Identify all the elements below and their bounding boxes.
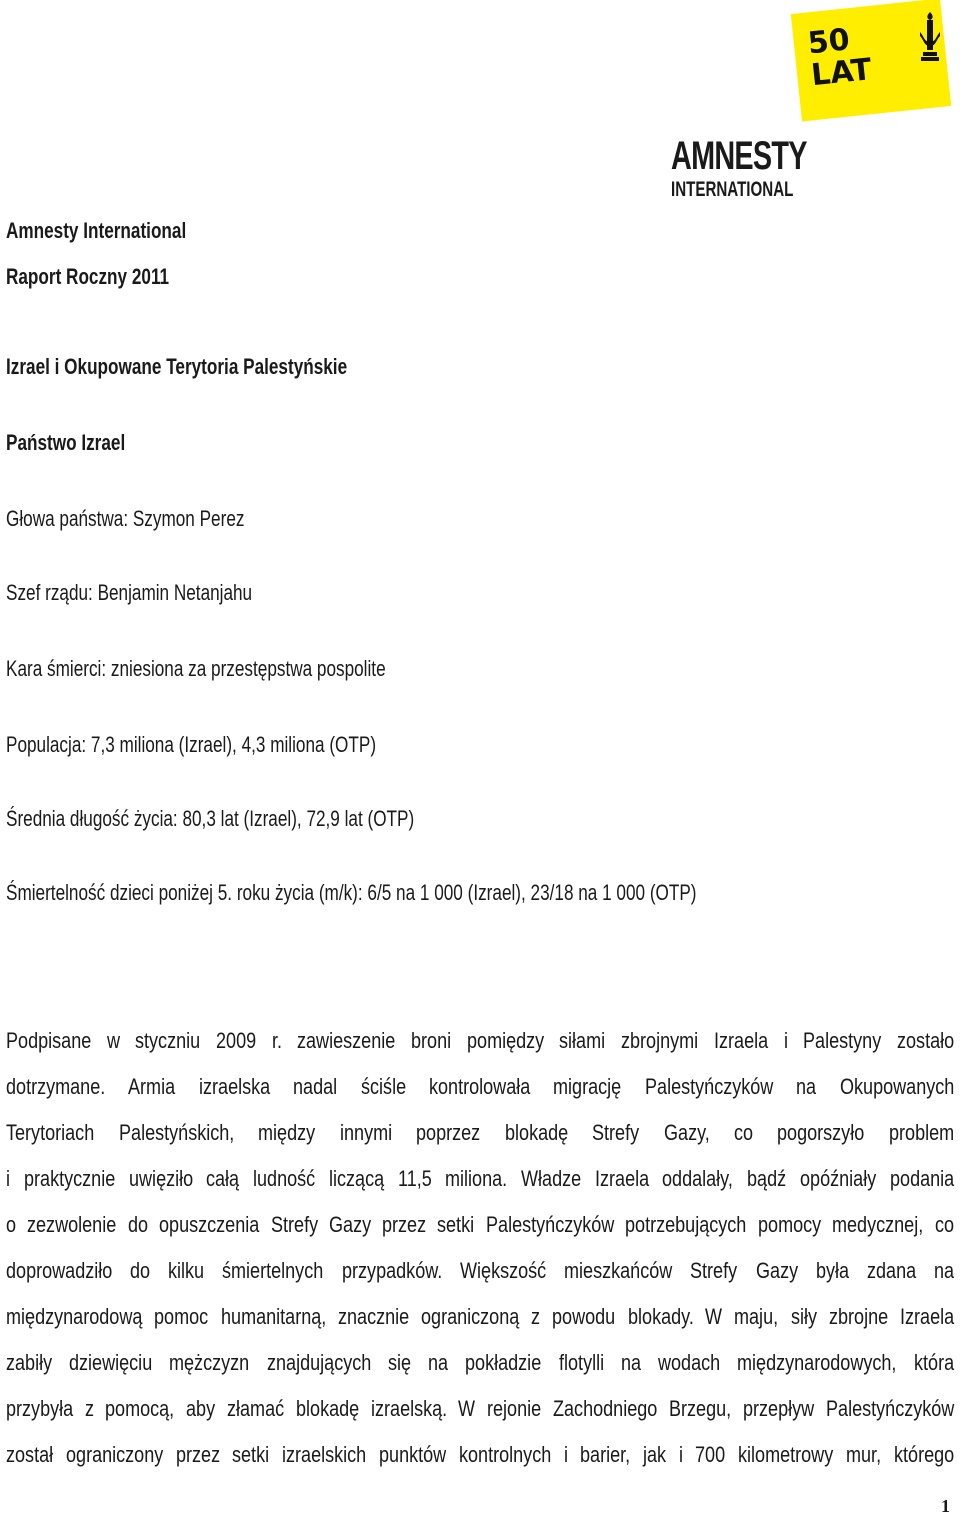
paragraph-line xyxy=(6,1442,954,1488)
paragraph-word: pomoc xyxy=(154,1304,209,1329)
paragraph-word: do xyxy=(130,1258,151,1283)
fact-population: Populacja: 7,3 miliona (Izrael), 4,3 miliona (OTP) xyxy=(6,732,377,757)
paragraph-word: nadal xyxy=(293,1074,338,1099)
paragraph-word: powodu xyxy=(552,1304,616,1329)
paragraph-word: oddalały, xyxy=(662,1166,734,1191)
paragraph-word: i xyxy=(563,1442,568,1467)
paragraph-word: Izraela xyxy=(713,1028,768,1053)
paragraph-word: przez xyxy=(175,1442,220,1467)
paragraph-word: potrzebujących xyxy=(625,1212,747,1237)
paragraph-word: całą xyxy=(206,1166,240,1191)
logo-wordmark-amnesty: AMNESTY xyxy=(671,134,807,178)
body-paragraph xyxy=(6,1028,954,1488)
paragraph-word: aby xyxy=(186,1396,216,1421)
paragraph-word: na xyxy=(428,1350,449,1375)
country-title: Państwo Izrael xyxy=(6,430,126,455)
paragraph-word: mieszkańców xyxy=(564,1258,673,1283)
paragraph-word: o xyxy=(6,1212,17,1237)
paragraph-word: liczącą xyxy=(328,1166,385,1191)
paragraph-line xyxy=(6,1120,954,1166)
paragraph-word: na xyxy=(933,1258,954,1283)
paragraph-word: barier, xyxy=(580,1442,631,1467)
paragraph-word: między xyxy=(258,1120,316,1145)
paragraph-word: pomocy xyxy=(757,1212,822,1237)
paragraph-word: izraelskich xyxy=(282,1442,367,1467)
paragraph-word: Palestyńczyków xyxy=(485,1212,615,1237)
region-title: Izrael i Okupowane Terytoria Palestyńskie xyxy=(6,354,348,379)
paragraph-word: znacznie xyxy=(337,1304,410,1329)
paragraph-word: dziewięciu xyxy=(69,1350,153,1375)
paragraph-line xyxy=(6,1074,954,1120)
paragraph-word: przez xyxy=(382,1212,427,1237)
paragraph-word: Armia xyxy=(128,1074,176,1099)
paragraph-word: maju, xyxy=(734,1304,779,1329)
paragraph-word: styczniu xyxy=(135,1028,201,1053)
paragraph-word: miliona. xyxy=(445,1166,508,1191)
paragraph-word: do xyxy=(127,1212,148,1237)
paragraph-word: Okupowanych xyxy=(839,1074,954,1099)
paragraph-line xyxy=(6,1212,954,1258)
paragraph-word: którego xyxy=(893,1442,954,1467)
paragraph-word: na xyxy=(796,1074,817,1099)
paragraph-word: z xyxy=(531,1304,541,1329)
paragraph-word: flotylli xyxy=(558,1350,604,1375)
paragraph-word: kilometrowy xyxy=(738,1442,834,1467)
paragraph-word: innymi xyxy=(339,1120,392,1145)
paragraph-word: blokadę xyxy=(295,1396,360,1421)
paragraph-word: 700 xyxy=(695,1442,726,1467)
paragraph-line xyxy=(6,1304,954,1350)
paragraph-word: ściśle xyxy=(360,1074,406,1099)
paragraph-word: doprowadziło xyxy=(6,1258,113,1283)
paragraph-word: W xyxy=(458,1396,476,1421)
amnesty-logo xyxy=(668,0,960,205)
fact-death-penalty: Kara śmierci: zniesiona za przestępstwa pospolite xyxy=(6,656,386,681)
paragraph-word: migrację xyxy=(553,1074,622,1099)
paragraph-line xyxy=(6,1350,954,1396)
fact-head-of-government: Szef rządu: Benjamin Netanjahu xyxy=(6,580,253,605)
paragraph-word: broni xyxy=(411,1028,452,1053)
paragraph-word: co xyxy=(934,1212,954,1237)
paragraph-word: humanitarną, xyxy=(220,1304,326,1329)
paragraph-word: znajdujących xyxy=(266,1350,372,1375)
paragraph-word: złamać xyxy=(227,1396,285,1421)
paragraph-word: wodach xyxy=(658,1350,721,1375)
paragraph-word: Podpisane xyxy=(6,1028,92,1053)
paragraph-word: Zachodniego xyxy=(552,1396,658,1421)
paragraph-word: Terytoriach xyxy=(6,1120,95,1145)
logo-wordmark-international: INTERNATIONAL xyxy=(671,178,794,201)
paragraph-word: się xyxy=(388,1350,412,1375)
paragraph-word: W xyxy=(705,1304,723,1329)
paragraph-word: poprzez xyxy=(416,1120,481,1145)
paragraph-word: Palestyńczyków xyxy=(644,1074,774,1099)
paragraph-word: ludność xyxy=(253,1166,316,1191)
paragraph-word: pomiędzy xyxy=(466,1028,544,1053)
paragraph-word: Gazy xyxy=(755,1258,798,1283)
paragraph-word: medycznej, xyxy=(832,1212,924,1237)
paragraph-word: opuszczenia xyxy=(159,1212,260,1237)
fact-life-expectancy: Średnia długość życia: 80,3 lat (Izrael), 72,9 lat (OTP) xyxy=(6,806,415,831)
paragraph-word: uwięziło xyxy=(128,1166,193,1191)
paragraph-word: śmiertelnych xyxy=(222,1258,324,1283)
org-title: Amnesty International xyxy=(6,218,187,243)
paragraph-word: izraelska xyxy=(198,1074,270,1099)
paragraph-word: Gazy xyxy=(328,1212,371,1237)
paragraph-word: Władze xyxy=(520,1166,582,1191)
paragraph-word: 11,5 xyxy=(397,1166,432,1191)
paragraph-word: Strefy xyxy=(592,1120,640,1145)
paragraph-word: Strefy xyxy=(270,1212,318,1237)
paragraph-word: podania xyxy=(889,1166,954,1191)
badge-text: 50 LAT xyxy=(806,22,874,94)
paragraph-word: Palestyńskich, xyxy=(118,1120,234,1145)
paragraph-word: 2009 xyxy=(216,1028,257,1053)
paragraph-word: siłami xyxy=(559,1028,606,1053)
paragraph-line xyxy=(6,1028,954,1074)
paragraph-word: Palestyny xyxy=(803,1028,882,1053)
paragraph-word: problem xyxy=(888,1120,954,1145)
candle-icon xyxy=(918,12,942,62)
paragraph-word: pogorszyło xyxy=(777,1120,865,1145)
paragraph-word: ograniczoną xyxy=(421,1304,520,1329)
paragraph-word: Brzegu, xyxy=(668,1396,732,1421)
paragraph-word: izraelską. xyxy=(370,1396,447,1421)
paragraph-word: mur, xyxy=(846,1442,882,1467)
paragraph-word: i xyxy=(783,1028,788,1053)
paragraph-word: pokładzie xyxy=(465,1350,542,1375)
page-number: 1 xyxy=(941,1496,950,1516)
paragraph-word: która xyxy=(913,1350,954,1375)
paragraph-word: dotrzymane. xyxy=(6,1074,106,1099)
paragraph-line xyxy=(6,1396,954,1442)
paragraph-word: z xyxy=(84,1396,94,1421)
paragraph-word: była xyxy=(815,1258,849,1283)
paragraph-word: blokadę xyxy=(504,1120,568,1145)
report-title: Raport Roczny 2011 xyxy=(6,264,170,289)
paragraph-word: Palestyńczyków xyxy=(825,1396,954,1421)
paragraph-word: kilku xyxy=(168,1258,205,1283)
paragraph-word: zezwolenie xyxy=(27,1212,117,1237)
paragraph-word: zbrojnymi xyxy=(621,1028,699,1053)
paragraph-word: blokady. xyxy=(627,1304,694,1329)
paragraph-word: jak xyxy=(643,1442,667,1467)
paragraph-word: Strefy xyxy=(690,1258,738,1283)
paragraph-word: setki xyxy=(232,1442,270,1467)
paragraph-word: ograniczony xyxy=(65,1442,164,1467)
paragraph-word: rejonie xyxy=(487,1396,542,1421)
paragraph-word: punktów xyxy=(379,1442,447,1467)
paragraph-word: Izraela xyxy=(594,1166,649,1191)
paragraph-word: praktycznie xyxy=(23,1166,115,1191)
fact-child-mortality: Śmiertelność dzieci poniżej 5. roku życia (m/k): 6/5 na 1 000 (Izrael), 23/18 na 1 000 (OTP) xyxy=(6,880,697,905)
paragraph-word: setki xyxy=(437,1212,475,1237)
paragraph-word: kontrolowała xyxy=(428,1074,531,1099)
paragraph-word: międzynarodowych, xyxy=(737,1350,897,1375)
paragraph-word: zbrojne xyxy=(828,1304,888,1329)
paragraph-word: kontrolnych xyxy=(458,1442,552,1467)
paragraph-word: w xyxy=(106,1028,120,1053)
paragraph-word: i xyxy=(6,1166,11,1191)
paragraph-word: międzynarodową xyxy=(6,1304,143,1329)
paragraph-word: przybyła xyxy=(6,1396,74,1421)
paragraph-word: zawieszenie xyxy=(297,1028,396,1053)
paragraph-word: r. xyxy=(271,1028,282,1053)
paragraph-word: pomocą, xyxy=(105,1396,175,1421)
paragraph-word: mężczyzn xyxy=(169,1350,250,1375)
paragraph-word: co xyxy=(733,1120,753,1145)
paragraph-word: przypadków. xyxy=(341,1258,442,1283)
paragraph-word: Większość xyxy=(459,1258,547,1283)
paragraph-line xyxy=(6,1166,954,1212)
paragraph-word: zostało xyxy=(896,1028,954,1053)
fact-head-of-state: Głowa państwa: Szymon Perez xyxy=(6,506,245,531)
paragraph-word: i xyxy=(678,1442,683,1467)
paragraph-word: zdana xyxy=(866,1258,916,1283)
paragraph-word: Izraela xyxy=(899,1304,954,1329)
paragraph-word: przepływ xyxy=(742,1396,814,1421)
paragraph-word: siły xyxy=(790,1304,817,1329)
paragraph-word: zabiły xyxy=(6,1350,53,1375)
paragraph-word: Gazy, xyxy=(663,1120,710,1145)
paragraph-word: opóźniały xyxy=(799,1166,876,1191)
paragraph-word: został xyxy=(6,1442,54,1467)
paragraph-word: bądź xyxy=(746,1166,787,1191)
paragraph-line xyxy=(6,1258,954,1304)
paragraph-word: na xyxy=(620,1350,641,1375)
